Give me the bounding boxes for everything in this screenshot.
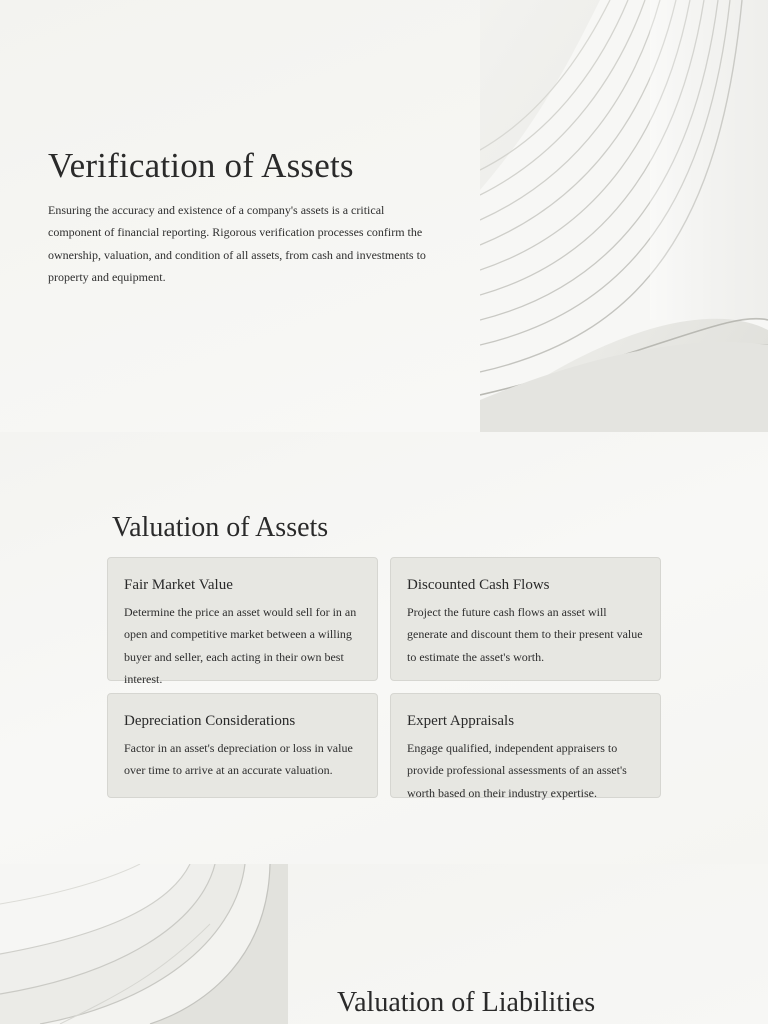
abstract-folds-graphic <box>0 864 288 1024</box>
card-discounted-cash-flows <box>390 557 661 681</box>
card-title: Depreciation Considerations <box>124 713 296 729</box>
card-title: Discounted Cash Flows <box>407 577 550 593</box>
card-description: Project the future cash flows an asset will generate and discount them to their present value to estimate the asset's worth. <box>407 605 643 664</box>
card-description: Engage qualified, independent appraisers to provide professional assessments of an asset's worth based on their industry expertise. <box>407 741 627 800</box>
card-fair-market-value <box>107 557 378 687</box>
card-expert-appraisals <box>390 693 661 798</box>
card-description: Determine the price an asset would sell for in an open and competitive market between a willing buyer and seller, each acting in their own best interest. <box>124 605 357 687</box>
card-title: Fair Market Value <box>124 577 233 593</box>
abstract-folds-image <box>0 864 288 1024</box>
verification-text-panel <box>0 0 480 432</box>
abstract-waves-image <box>480 0 768 432</box>
verification-description: Ensuring the accuracy and existence of a company's assets is a critical component of financial reporting. Rigorous verification processes confirm the ownership, valuation, and condition of all assets, from cash and investments to property and equipment. <box>48 203 426 285</box>
valuation-assets-section <box>0 432 768 864</box>
valuation-assets-title: Valuation of Assets <box>112 512 329 543</box>
card-depreciation-considerations <box>107 693 378 798</box>
card-description: Factor in an asset's depreciation or loss in value over time to arrive at an accurate valuation. <box>124 741 353 778</box>
verification-title: Verification of Assets <box>48 146 354 185</box>
verification-section <box>0 0 768 432</box>
valuation-liabilities-section <box>0 864 768 1024</box>
abstract-waves-graphic <box>480 0 768 432</box>
liabilities-text-panel <box>288 864 768 1024</box>
valuation-liabilities-title: Valuation of Liabilities <box>337 987 596 1018</box>
card-title: Expert Appraisals <box>407 713 515 729</box>
